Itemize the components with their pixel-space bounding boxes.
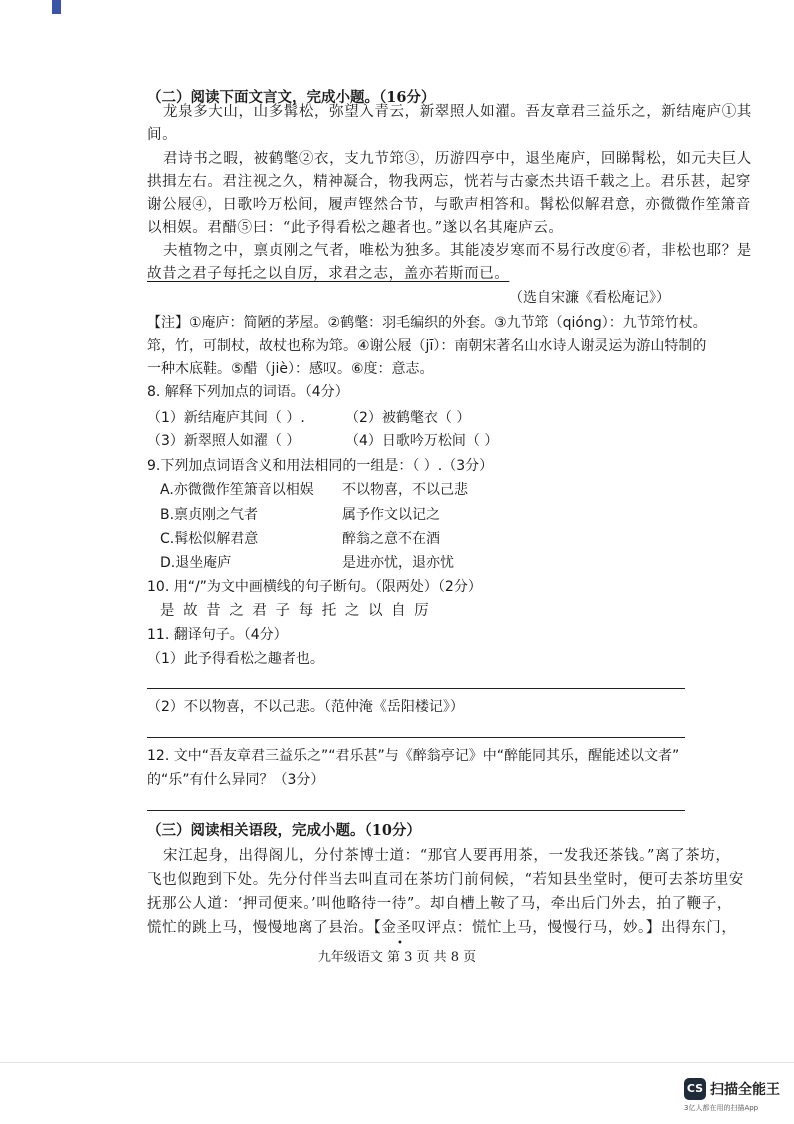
passage-line: 抚那公人道：‘押司便来。’叫他略待一待”。却自槽上鞍了马，牵出后门外去，拍了鞭子， <box>147 896 732 912</box>
question-10-stem: 10. 用“/”为文中画横线的句子断句。（限两处）（2分） <box>147 579 482 595</box>
answer-line <box>147 810 685 811</box>
question-9-option-a: A.亦微微作笙箫音以相娱 <box>160 482 314 498</box>
passage-line: 宋江起身，出得阁儿，分付茶博士道：“那官人要再用茶，一发我还茶钱。”离了茶坊， <box>163 848 731 864</box>
question-9-option-c-compare: 醉翁之意不在酒 <box>342 531 440 547</box>
question-11-stem: 11. 翻译句子。（4分） <box>147 627 288 643</box>
question-8-item: （1）新结庵庐其间（ ）. <box>147 410 305 426</box>
section3-heading: （三）阅读相关语段，完成小题。（10分） <box>147 822 421 839</box>
scanner-logo-icon: CS <box>684 1078 706 1100</box>
note-line: 一种木底鞋。⑤醋（jiè）：感叹。⑥度：意志。 <box>147 361 434 377</box>
page-footer <box>0 938 794 965</box>
question-12-line-1: 12. 文中“吾友章君三益乐之”“君乐甚”与《醉翁亭记》中“醉能同其乐，醒能述以文者” <box>147 748 680 764</box>
scanner-tagline: 3亿人都在用的扫描App <box>684 1104 759 1112</box>
answer-line <box>147 688 685 689</box>
question-12-line-2: 的“乐”有什么异同？（3分） <box>147 772 325 788</box>
section2-heading: （二）阅读下面文言文，完成小题。（16分） <box>147 89 436 106</box>
passage-line: 拱揖左右。君注视之久，精神凝合，物我两忘，恍若与古豪杰共语千载之上。君乐甚，起穿 <box>147 174 751 190</box>
underlined-sentence: 故昔之君子每托之以自厉，求君之志，盖亦若斯而已。 <box>147 266 510 282</box>
footer-dot: • <box>397 938 403 949</box>
page-number-text: 九年级语文 第 3 页 共 8 页 <box>317 950 477 965</box>
note-line: 筇，竹，可制杖，故杖也称为筇。④谢公屐（jī）：南朝宋著名山水诗人谢灵运为游山特制的 <box>147 338 707 354</box>
question-9-option-c: C.髯松似解君意 <box>160 531 259 547</box>
question-8-item: （4）日歌吟万松间（ ） <box>345 433 499 449</box>
question-9-option-d: D.退坐庵庐 <box>160 555 232 571</box>
scan-bottom-edge <box>0 1062 794 1063</box>
question-9-option-b-compare: 属予作文以记之 <box>342 507 440 523</box>
passage-line: 龙泉多大山，山多髯松，弥望入青云，新翠照人如濯。吾友章君三益乐之，新结庵庐①其 <box>163 104 752 120</box>
question-8-stem: 8. 解释下列加点的词语。（4分） <box>147 384 349 400</box>
passage-line: 谢公屐④，日歌吟万松间，履声铿然合节，与歌声相答和。髯松似解君意，亦微微作笙箫音 <box>147 197 751 213</box>
passage-line: 君诗书之暇，被鹤氅②衣，支九节筇③，历游四亭中，退坐庵庐，回睇髯松，如元夫巨人 <box>163 151 752 167</box>
note-line: 【注】①庵庐：简陋的茅屋。②鹤氅：羽毛编织的外套。③九节筇（qióng）：九节筇竹杖。 <box>147 315 707 331</box>
passage-line: 慌忙的跳上马，慢慢地离了县治。【金圣叹评点：慌忙上马，慢慢行马，妙。】出得东门， <box>147 920 737 936</box>
scanner-brand-name: 扫描全能王 <box>710 1082 780 1098</box>
answer-line <box>147 737 685 738</box>
question-9-option-b: B.禀贞刚之气者 <box>160 507 259 523</box>
passage-line: 飞也似跑到下处。先分付伴当去叫直司在茶坊门前伺候，“若知县坐堂时，便可去茶坊里安 <box>147 872 744 888</box>
question-8-item: （3）新翠照人如濯（ ） <box>147 433 301 449</box>
passage-line: 间。 <box>147 127 178 143</box>
question-11-item-2: （2）不以物喜，不以己悲。（范仲淹《岳阳楼记》） <box>147 699 464 715</box>
scan-edge-mark <box>52 0 61 14</box>
passage-source: （选自宋濂《看松庵记》） <box>509 290 670 306</box>
question-9-stem: 9.下列加点词语含义和用法相同的一组是：（ ）.（3分） <box>147 458 494 474</box>
passage-line: 夫植物之中，禀贞刚之气者，唯松为独多。其能凌岁寒而不易行改度⑥者，非松也耶？是 <box>163 243 752 259</box>
scanner-watermark <box>684 1078 794 1118</box>
question-8-item: （2）被鹤氅衣（ ） <box>345 410 471 426</box>
passage-line: 以相娱。君醋⑤曰：“此予得看松之趣者也。”遂以名其庵庐云。 <box>147 220 564 236</box>
question-9-option-d-compare: 是进亦忧，退亦忧 <box>342 555 454 571</box>
question-10-sentence: 是 故 昔 之 君 子 每 托 之 以 自 厉 <box>160 603 431 619</box>
question-9-option-a-compare: 不以物喜，不以己悲 <box>342 482 468 498</box>
question-11-item-1: （1）此予得看松之趣者也。 <box>147 651 324 667</box>
